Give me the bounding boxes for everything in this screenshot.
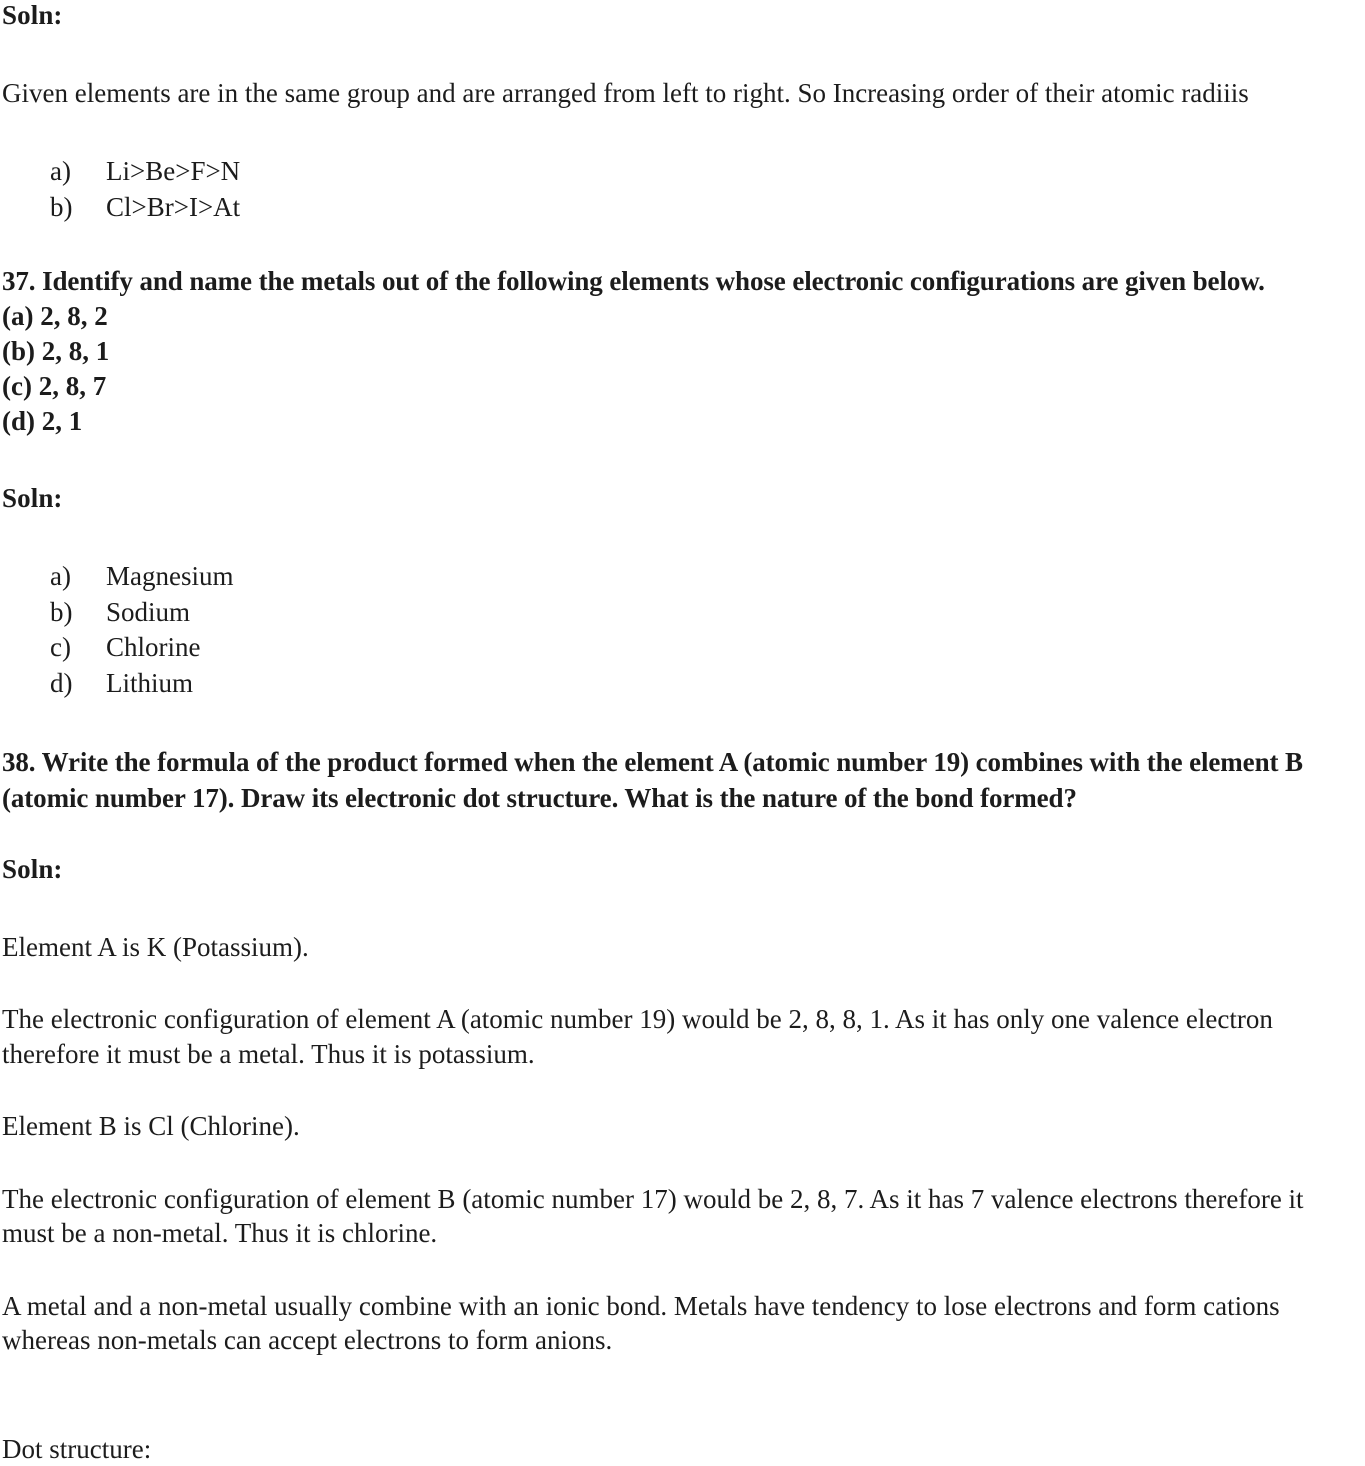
spacer <box>2 1251 1359 1289</box>
list-item-text: Sodium <box>106 596 191 627</box>
q36-answer-intro: Given elements are in the same group and are arranged from left to right. So Increasing order of their atomic radiiis <box>2 77 1249 108</box>
spacer <box>2 964 1359 1002</box>
soln-heading-q38: Soln: <box>2 853 63 884</box>
list-item <box>2 595 1359 631</box>
list-marker: a) <box>50 560 71 591</box>
q38-paragraph-config-b: The electronic configuration of element B (atomic number 17) would be 2, 8, 7. As it has 7 valence electrons therefore it must be a non-metal. Thus it is chlorine. <box>2 1183 1304 1249</box>
list-marker: b) <box>50 596 73 627</box>
list-item-text: Cl>Br>I>At <box>106 192 241 223</box>
spacer <box>2 226 1359 264</box>
list-marker: c) <box>50 632 71 663</box>
list-item-text: Chlorine <box>106 632 201 663</box>
q38-paragraph-config-a: The electronic configuration of element A (atomic number 19) would be 2, 8, 8, 1. As it has only one valence electron therefore it must be a metal. Thus it is potassium. <box>2 1004 1273 1069</box>
spacer <box>2 110 1359 154</box>
list-marker: d) <box>50 667 73 698</box>
spacer <box>2 32 1359 76</box>
question-38-heading: 38. Write the formula of the product formed when the element A (atomic number 19) combines with the element B (atomic number 17). Draw its electronic dot structure. What is the nature of the bond formed? <box>2 747 1303 813</box>
question-37-config-c: (c) 2, 8, 7 <box>2 370 107 401</box>
list-item <box>2 630 1359 666</box>
soln-heading-q36: Soln: <box>2 0 63 30</box>
dot-structure-label: Dot structure: <box>2 1433 152 1464</box>
list-item-text: Lithium <box>106 667 193 698</box>
list-item-text: Magnesium <box>106 560 234 591</box>
soln-heading-q37: Soln: <box>2 483 63 514</box>
list-marker: b) <box>50 192 73 223</box>
list-item-text: Li>Be>F>N <box>106 156 241 187</box>
spacer <box>2 1144 1359 1182</box>
q38-paragraph-element-b: Element B is Cl (Chlorine). <box>2 1111 300 1142</box>
q38-paragraph-element-a: Element A is K (Potassium). <box>2 931 309 962</box>
question-37-config-d: (d) 2, 1 <box>2 406 83 437</box>
q38-paragraph-bond-nature: A metal and a non-metal usually combine with an ionic bond. Metals have tendency to lose electrons and form cations whereas non-metals can accept electrons to form anions. <box>2 1290 1280 1356</box>
question-37-config-a: (a) 2, 8, 2 <box>2 300 108 331</box>
q36-option-list <box>2 154 1359 225</box>
question-37-config-b: (b) 2, 8, 1 <box>2 335 110 366</box>
spacer <box>2 515 1359 559</box>
spacer <box>2 701 1359 745</box>
list-marker: a) <box>50 156 71 187</box>
list-item <box>2 666 1359 702</box>
list-item <box>2 559 1359 595</box>
list-item <box>2 154 1359 190</box>
spacer <box>2 816 1359 854</box>
spacer <box>2 1358 1359 1432</box>
list-item <box>2 190 1359 226</box>
spacer <box>2 439 1359 483</box>
spacer <box>2 886 1359 930</box>
q37-answer-list <box>2 559 1359 702</box>
spacer <box>2 1071 1359 1109</box>
question-37-heading: 37. Identify and name the metals out of the following elements whose electronic configurations are given below. <box>2 265 1265 296</box>
